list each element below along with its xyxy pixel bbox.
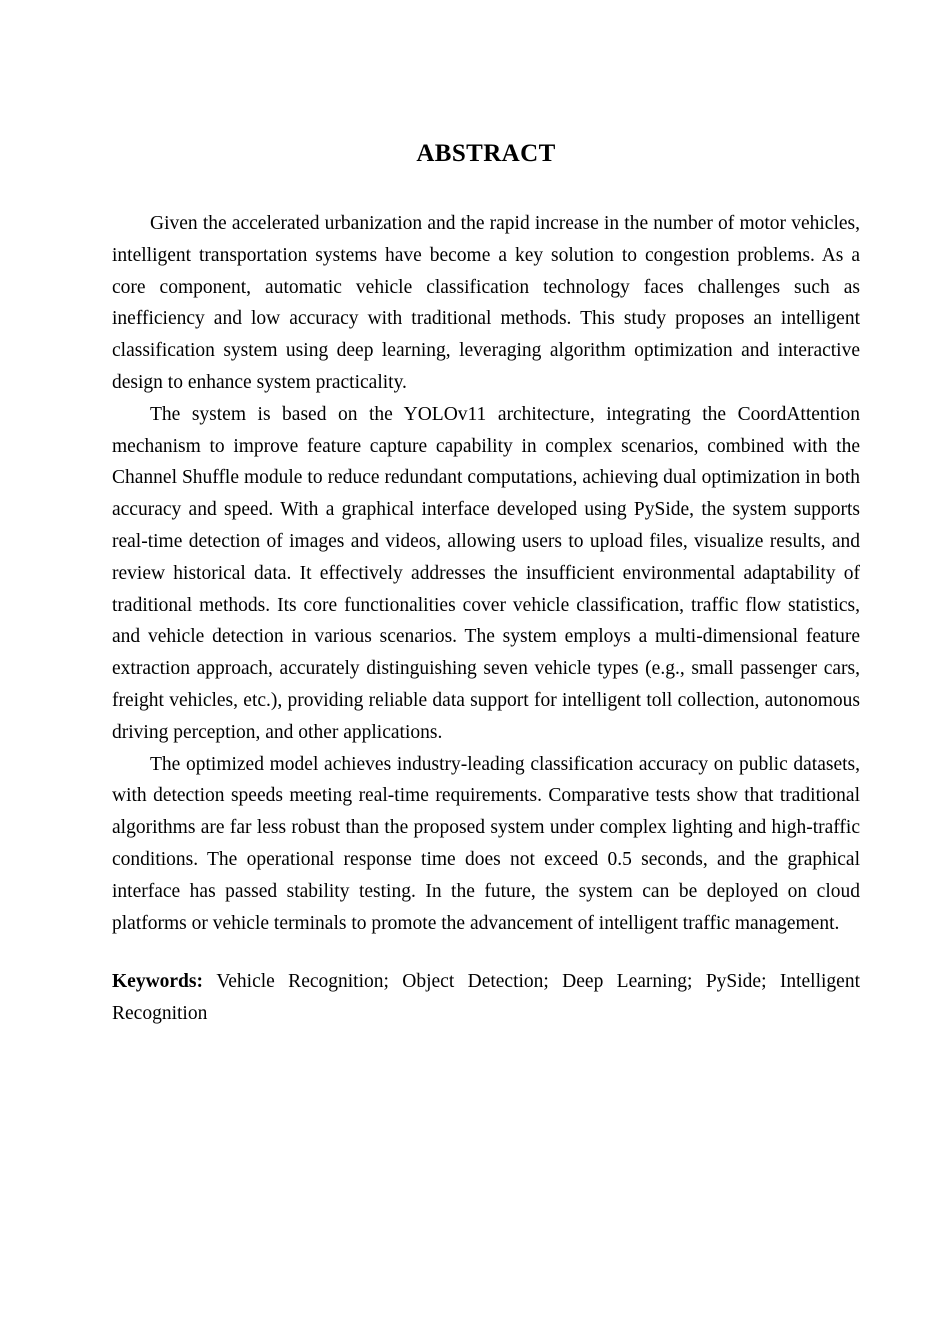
abstract-body: [112, 208, 860, 939]
page-content: [112, 138, 860, 1030]
keywords-label: Keywords:: [112, 971, 203, 993]
abstract-paragraph-2: The system is based on the YOLOv11 architecture, integrating the CoordAttention mechanism to improve feature capture capability in complex scenarios, combined with the Channel Shuffle module to reduce redundant computations, achieving dual optimization in both accuracy and speed. With a graphical interface developed using PySide, the system supports real-time detection of images and videos, allowing users to upload files, visualize results, and review historical data. It effectively addresses the insufficient environmental adaptability of traditional methods. Its core functionalities cover vehicle classification, traffic flow statistics, and vehicle detection in various scenarios. The system employs a multi-dimensional feature extraction approach, accurately distinguishing seven vehicle types (e.g., small passenger cars, freight vehicles, etc.), providing reliable data support for intelligent toll collection, autonomous driving perception, and other applications.: [112, 403, 860, 743]
abstract-paragraph-1: Given the accelerated urbanization and the rapid increase in the number of motor vehicles, intelligent transportation systems have become a key solution to congestion problems. As a core component, automatic vehicle classification technology faces challenges such as inefficiency and low accuracy with traditional methods. This study proposes an intelligent classification system using deep learning, leveraging algorithm optimization and interactive design to enhance system practicality.: [112, 213, 860, 393]
keywords-spacer: [112, 939, 860, 966]
page-title: ABSTRACT: [416, 140, 556, 167]
title-spacer: [112, 170, 860, 208]
keywords-separator: [203, 971, 216, 992]
abstract-paragraph-3: The optimized model achieves industry-leading classification accuracy on public datasets, with detection speeds meeting real-time requirements. Comparative tests show that traditional algorithms are far less robust than the proposed system under complex lighting and high-traffic conditions. The operational response time does not exceed 0.5 seconds, and the graphical interface has passed stability testing. In the future, the system can be deployed on cloud platforms or vehicle terminals to promote the advancement of intelligent traffic management.: [112, 753, 860, 934]
keywords-line: [112, 966, 860, 1030]
keywords-value: Vehicle Recognition; Object Detection; Deep Learning; PySide; Intelligent Recognition: [112, 971, 861, 1025]
